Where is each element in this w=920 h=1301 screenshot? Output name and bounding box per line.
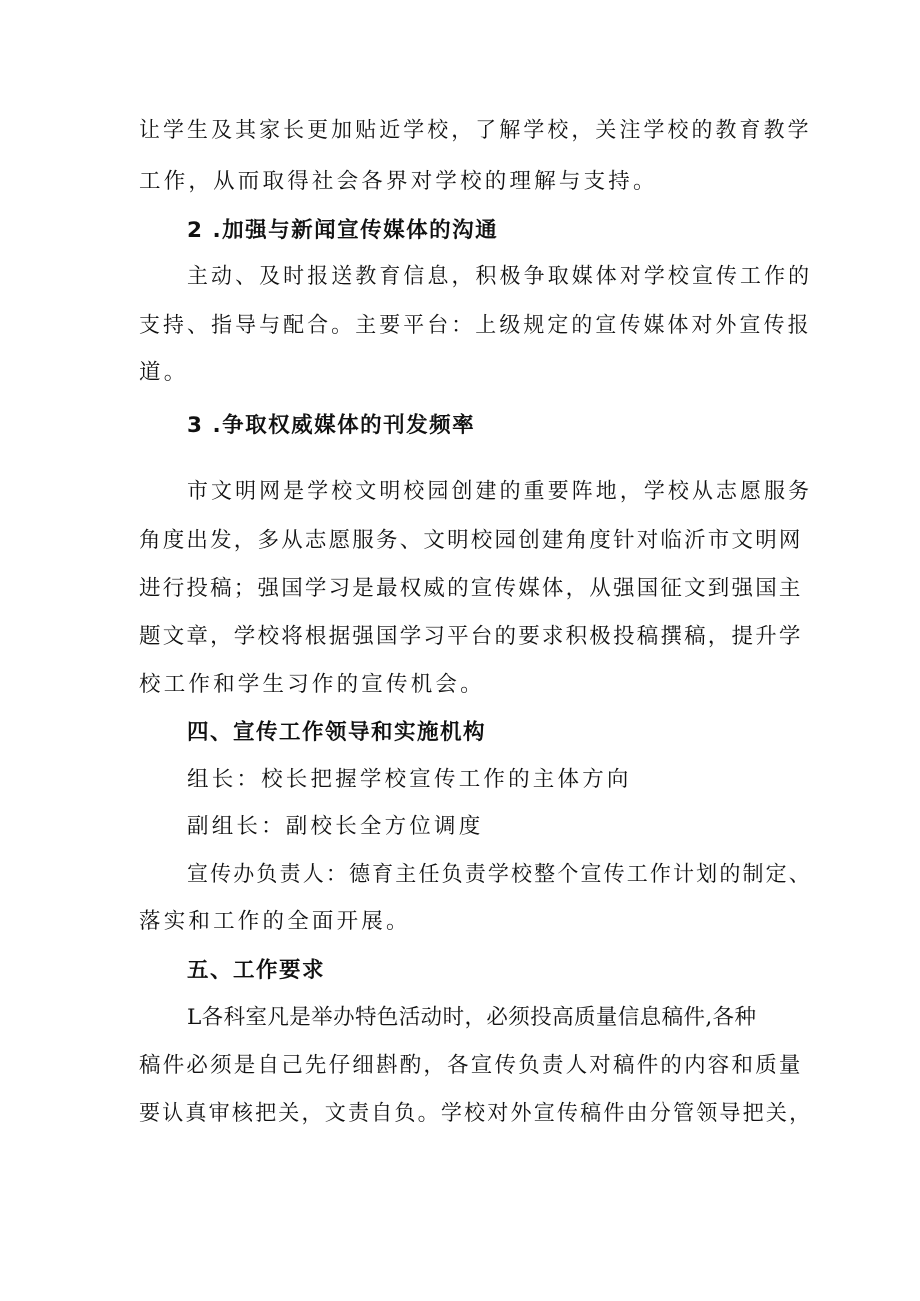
paragraph-line: 工作，从而取得社会各界对学校的理解与支持。	[139, 169, 658, 194]
section-heading: 五、工作要求	[187, 958, 326, 983]
paragraph-line: L各科室凡是举办特色活动时，必须投高质量信息稿件,各种	[187, 1005, 757, 1030]
section-heading: 2 .加强与新闻宣传媒体的沟通	[187, 218, 499, 243]
paragraph-line: 道。	[139, 360, 189, 385]
paragraph-line: 校工作和学生习作的宣传机会。	[139, 672, 485, 697]
paragraph-line: 角度出发，多从志愿服务、文明校园创建角度针对临沂市文明网	[139, 528, 803, 553]
paragraph-line: 宣传办负责人：德育主任负责学校整个宣传工作计划的制定、	[187, 862, 812, 887]
section-heading: 3 .争取权威媒体的刊发频率	[187, 413, 476, 438]
section-heading: 四、宣传工作领导和实施机构	[187, 720, 487, 745]
paragraph-line: 稿件必须是自己先仔细斟酌，各宣传负责人对稿件的内容和质量	[139, 1053, 803, 1078]
paragraph-line: 组长：校长把握学校宣传工作的主体方向	[187, 767, 632, 792]
paragraph-line: 进行投稿；强国学习是最权威的宣传媒体，从强国征文到强国主	[139, 576, 803, 601]
paragraph-line: 支持、指导与配合。主要平台：上级规定的宣传媒体对外宣传报	[139, 313, 812, 338]
paragraph-line: 题文章，学校将根据强国学习平台的要求积极投稿撰稿，提升学	[139, 624, 803, 649]
paragraph-line: 让学生及其家长更加贴近学校，了解学校，关注学校的教育教学	[139, 118, 812, 143]
paragraph-line: 落实和工作的全面开展。	[139, 909, 411, 934]
paragraph-line: 市文明网是学校文明校园创建的重要阵地，学校从志愿服务	[187, 479, 813, 504]
paragraph-line: 主动、及时报送教育信息，积极争取媒体对学校宣传工作的	[187, 264, 813, 289]
paragraph-line: 副组长：副校长全方位调度	[187, 814, 484, 839]
paragraph-line: 要认真审核把关，文责自负。学校对外宣传稿件由分管领导把关，	[139, 1101, 813, 1126]
